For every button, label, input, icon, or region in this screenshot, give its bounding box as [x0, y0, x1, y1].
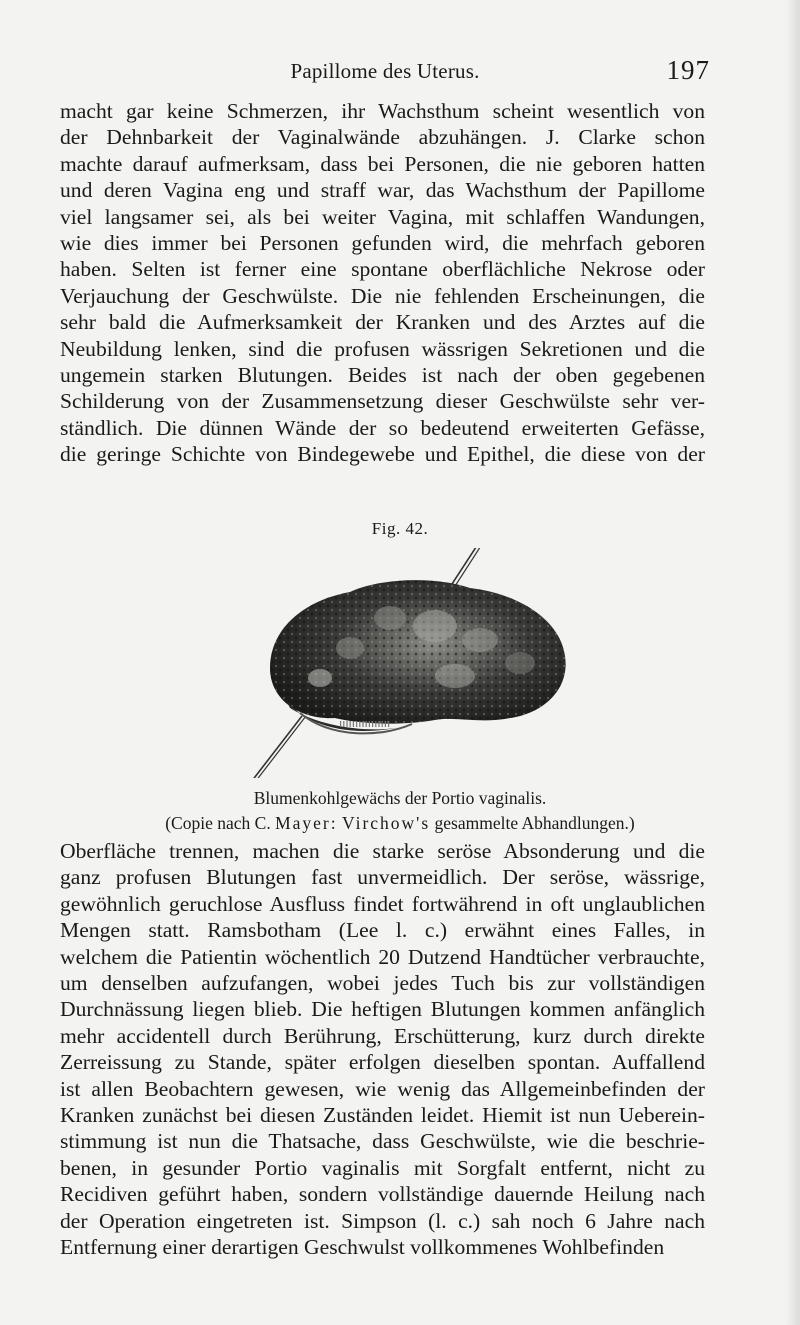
text-line: viel langsamer sei, als bei weiter Vagina, mit schlaffen Wandungen,	[60, 204, 705, 229]
text-line: ganz profusen Blutungen fast unvermeidlich. Der seröse, wässrige,	[60, 865, 705, 890]
text-line: der Operation eingetreten ist. Simpson (l. c.) sah noch 6 Jahre nach	[60, 1208, 705, 1233]
tumor-mass	[270, 580, 566, 724]
figure-source-suffix: gesammelte Abhandlungen.)	[430, 813, 635, 833]
running-head	[60, 55, 710, 89]
text-line: Mengen statt. Ramsbotham (Lee l. c.) erwähnt eines Falles, in	[60, 918, 705, 943]
page-edge-shadow	[786, 0, 800, 1325]
figure-source-prefix: (Copie nach C.	[165, 813, 276, 833]
figure-source	[0, 813, 800, 834]
text-line: Recidiven geführt haben, sondern vollständige dauernde Heilung nach	[60, 1182, 705, 1207]
text-line: der Dehnbarkeit der Vaginalwände abzuhängen. J. Clarke schon	[60, 125, 705, 150]
paragraph-bottom	[60, 838, 705, 1261]
text-line: Entfernung einer derartigen Geschwulst vollkommenes Wohlbefinden	[60, 1235, 665, 1260]
text-line: und deren Vagina eng und straff war, das Wachsthum der Papillome	[60, 178, 705, 203]
text-line: stimmung ist nun die Thatsache, dass Geschwülste, wie die beschrie-	[60, 1129, 705, 1154]
text-line: Schilderung von der Zusammensetzung dieser Geschwülste sehr ver-	[60, 389, 705, 414]
text-line: um denselben aufzufangen, wobei jedes Tuch bis zur vollständigen	[60, 971, 705, 996]
text-line: machte darauf aufmerksam, dass bei Personen, die nie geboren hatten	[60, 151, 705, 176]
cauliflower-growth-illustration	[230, 548, 590, 778]
text-line: die geringe Schichte von Bindegewebe und Epithel, die diese von der	[60, 442, 705, 467]
text-line: wie dies immer bei Personen gefunden wird, die mehrfach geboren	[60, 231, 705, 256]
text-line: welchem die Patientin wöchentlich 20 Dutzend Handtücher verbrauchte,	[60, 944, 705, 969]
page-number: 197	[666, 55, 710, 85]
figure-source-author: Mayer:	[275, 813, 338, 833]
text-line: Zerreissung zu Stande, später erfolgen dieselben spontan. Auffallend	[60, 1050, 705, 1075]
text-line: ständlich. Die dünnen Wände der so bedeutend erweiterten Gefässe,	[60, 415, 705, 440]
text-line: Oberfläche trennen, machen die starke seröse Absonderung und die	[60, 839, 705, 863]
text-line: Durchnässung liegen blieb. Die heftigen Blutungen kommen anfänglich	[60, 997, 705, 1022]
text-line: Kranken zunächst bei diesen Zuständen leidet. Hiemit ist nun Ueberein-	[60, 1103, 705, 1128]
text-line: ungemein starken Blutungen. Beides ist nach der oben gegebenen	[60, 363, 705, 388]
figure-caption: Blumenkohlgewächs der Portio vaginalis.	[253, 788, 547, 808]
text-line: mehr accidentell durch Berührung, Erschütterung, kurz durch direkte	[60, 1023, 705, 1048]
text-line: ist allen Beobachtern gewesen, wie wenig das Allgemeinbefinden der	[60, 1076, 705, 1101]
figure-label: Fig. 42.	[371, 519, 429, 538]
paragraph-top	[60, 98, 705, 468]
figure-source-virchow: Virchow's	[342, 813, 431, 833]
text-line: Verjauchung der Geschwülste. Die nie fehlenden Erscheinungen, die	[60, 283, 705, 308]
text-line: sehr bald die Aufmerksamkeit der Kranken und des Arztes auf die	[60, 310, 705, 335]
text-line: Neubildung lenken, sind die profusen wässrigen Sekretionen und die	[60, 336, 705, 361]
running-title: Papillome des Uterus.	[290, 59, 480, 83]
text-line: benen, in gesunder Portio vaginalis mit Sorgfalt entfernt, nicht zu	[60, 1155, 705, 1180]
text-line: macht gar keine Schmerzen, ihr Wachsthum scheint wesentlich von	[60, 99, 705, 123]
text-line: haben. Selten ist ferner eine spontane oberflächliche Nekrose oder	[60, 257, 705, 282]
text-line: gewöhnlich geruchlose Ausfluss findet fortwährend in oft unglaublichen	[60, 891, 705, 916]
